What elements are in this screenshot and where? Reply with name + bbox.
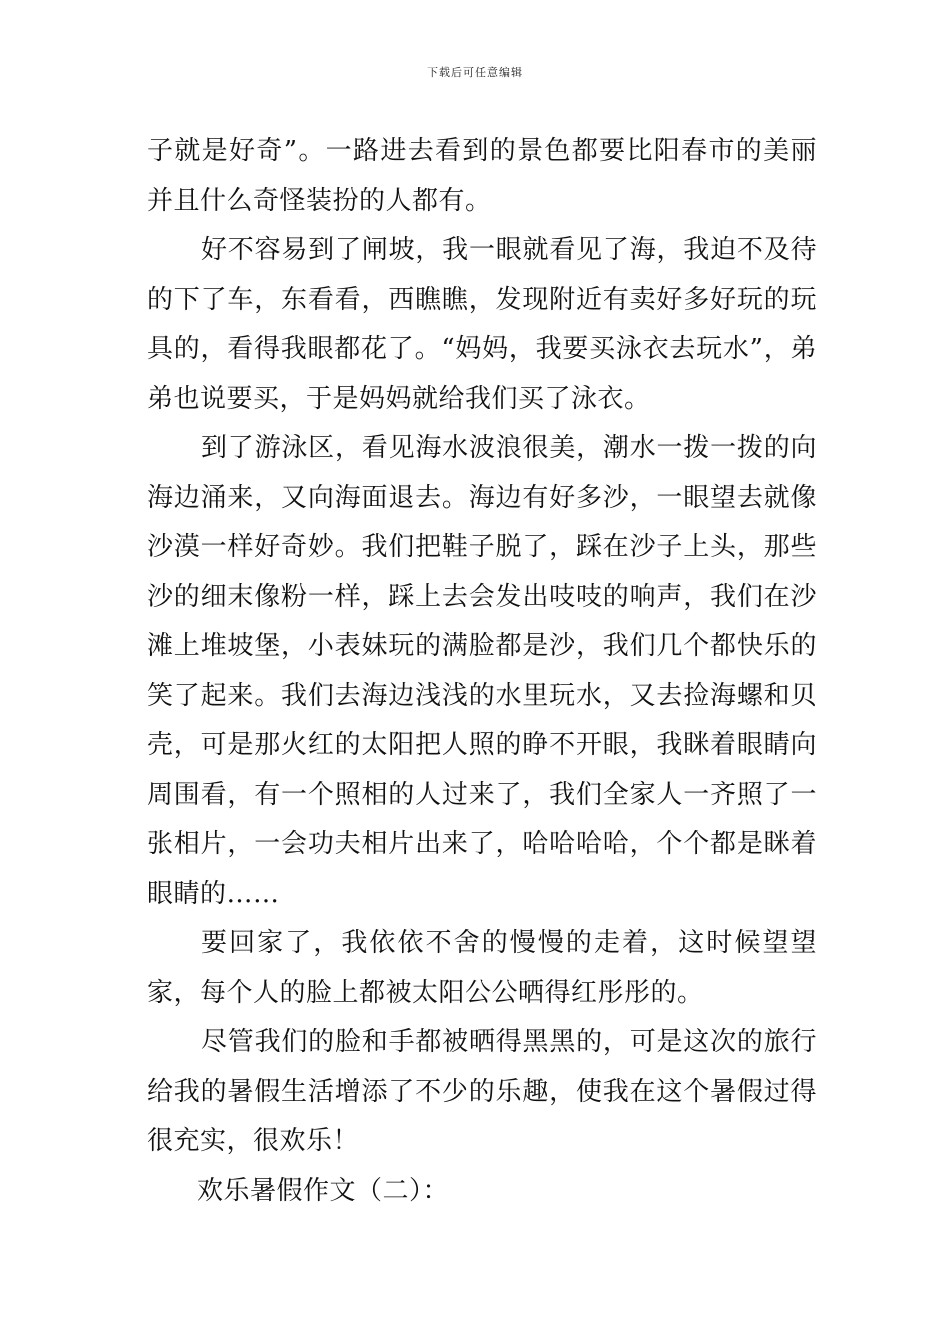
paragraph-swimming-area: 到了游泳区，看见海水波浪很美，潮水一拨一拨的向海边涌来，又向海面退去。海边有好多沙，一眼望去就像沙漠一样好奇妙。我们把鞋子脱了，踩在沙子上头，那些沙的细末像粉一样，踩上去会发出吱吱的响声，我们在沙滩上堆坡堡，小表妹玩的满脸都是沙，我们几个都快乐的笑了起来。我们去海边浅浅的水里玩水，又去捡海螺和贝壳，可是那火红的太阳把人照的睁不开眼，我眯着眼睛向周围看，有一个照相的人过来了，我们全家人一齐照了一张相片，一会功夫相片出来了，哈哈哈哈，个个都是眯着眼睛的…… xyxy=(147,433,817,909)
paragraph-arrival: 好不容易到了闸坡，我一眼就看见了海，我迫不及待的下了车，东看看，西瞧瞧，发现附近有卖好多好玩的玩具的，看得我眼都花了。“妈妈，我要买泳衣去玩水”，弟弟也说要买，于是妈妈就给我们买了泳衣。 xyxy=(147,235,817,414)
paragraph-continuation: 子就是好奇”。一路进去看到的景色都要比阳春市的美丽并且什么奇怪装扮的人都有。 xyxy=(147,136,817,216)
article-body xyxy=(147,127,817,1216)
page-header: 下载后可任意编辑 xyxy=(427,66,523,79)
paragraph-going-home: 要回家了，我依依不舍的慢慢的走着，这时候望望家，每个人的脸上都被太阳公公晒得红彤彤的。 xyxy=(147,928,817,1008)
section-heading: 欢乐暑假作文（二）： xyxy=(197,1175,450,1206)
paragraph-conclusion: 尽管我们的脸和手都被晒得黑黑的，可是这次的旅行给我的暑假生活增添了不少的乐趣，使我在这个暑假过得很充实，很欢乐！ xyxy=(147,1027,817,1156)
